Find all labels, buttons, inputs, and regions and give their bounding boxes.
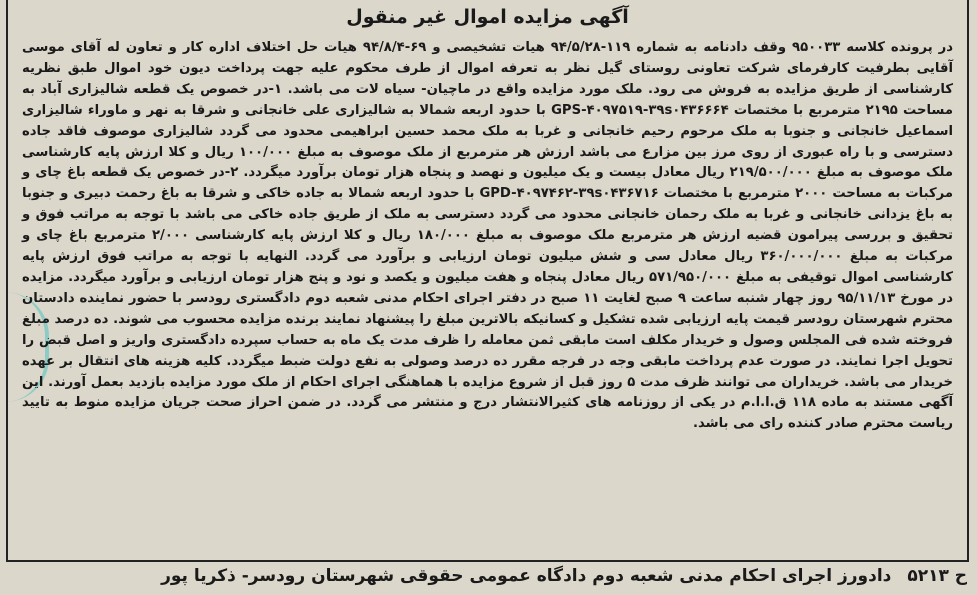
notice-paragraph: در پرونده کلاسه ۹۵۰۰۳۳ وقف دادنامه به شماره ۱۱۹-۹۴/۵/۲۸ هیات تشخیصی و ۶۹-۹۴/۸/۴ هیات حل اختلاف اداره کار و تعاون له آقای موسی آقایی بطرفیت کارفرمای شرکت تعاونی روستای گیل نظر به تعرفه اموال از طرف محکوم علیه جهت پرداخت دیون خود اموال طبق نظریه کارشناسی از طریق مزایده به فروش می رود. ملک مورد مزایده واقع در ماچیان- سیاه لات می باشد. ۱-در خصوص یک قطعه شالیزاری آباد به مساحت ۲۱۹۵ مترمربع با مختصات GPS-۴۰۹۷۵۱۹-۳۹s۰۴۳۶۶۶۴ با حدود اربعه شمالا به شالیزاری علی خانجانی و شرقا به نهر و ماوراء شالیزاری اسماعیل خانجانی و جنوبا به ملک مرحوم رحیم خانجانی و غربا به ملک محمد حسین ابراهیمی محدود می گردد شالیزاری موصوف فاقد جاده دسترسی و با راه عبوری از روی مرز بین مزارع می باشد ارزش هر مترمربع از ملک موصوف به مبلغ ۱۰۰/۰۰۰ ریال و کلا ارزش پایه کارشناسی ملک موصوف به مبلغ ۲۱۹/۵۰۰/۰۰۰ ریال معادل بیست و یک میلیون و نهصد و پنجاه هزار تومان برآورد میگردد. ۲-در خصوص یک قطعه باغ چای و مرکبات به مساحت ۲۰۰۰ مترمربع با مختصات GPD-۴۰۹۷۴۶۲-۳۹s۰۴۳۶۷۱۶ با حدود اربعه شمالا به جاده خاکی و شرقا به باغ رحمت دبیری و جنوبا به باغ یزدانی خانجانی و غربا به ملک رحمان خانجانی محدود می گردد دسترسی به ملک از طریق جاده خاکی می باشد با توجه به مراتب فوق و تحقیق و بررسی پیرامون قضیه ارزش هر مترمربع ملک موصوف به مبلغ ۱۸۰/۰۰۰ ریال و کلا ارزش پایه کارشناسی ۲/۰۰۰ مترمربع باغ چای و مرکبات به مبلغ ۳۶۰/۰۰۰/۰۰۰ ریال معادل سی و شش میلیون تومان ارزیابی و برآورد می گردد. النهایه با توجه به مراتب فوق ارزش پایه کارشناسی اموال توقیفی به مبلغ ۵۷۱/۹۵۰/۰۰۰ ریال معادل پنجاه و هفت میلیون و یکصد و نود و پنج هزار تومان ارزیابی و برآورد میگردد. مزایده در مورخ ۹۵/۱۱/۱۳ روز چهار شنبه ساعت ۹ صبح لغایت ۱۱ صبح در دفتر اجرای احکام مدنی شعبه دوم دادگستری رودسر با حضور نماینده دادستان محترم شهرستان رودسر قیمت پایه ارزیابی شده تشکیل و کسانیکه بالاترین مبلغ را پیشنهاد نمایند برنده مزایده محسوب می شوند. ده درصد مبلغ فروخته شده فی المجلس وصول و خریدار مکلف است مابقی ثمن معامله را ظرف مدت یک ماه به حساب سپرده دادگستری واریز و اصل قبض را تحویل اجرا نمایند. در صورت عدم پرداخت مابقی وجه در فرجه مقرر ده درصد وصولی به نفع دولت ضبط میگردد. کلیه هزینه های انتقال بر عهده خریدار می باشد. خریداران می توانند ظرف مدت ۵ روز قبل از شروع مزایده با هماهنگی اجرای احکام از ملک مورد مزایده بازدید بعمل آورند. این آگهی مستند به ماده ۱۱۸ ق.ا.ا.م در یکی از روزنامه های کثیرالانتشار درج و منتشر می گردد. در ضمن احراز صحت جریان مزایده منوط به تایید ریاست محترم صادر کننده رای می باشد. (22, 40, 954, 432)
notice-signature: دادورز اجرای احکام مدنی شعبه دوم دادگاه عمومی حقوقی شهرستان رودسر- ذکریا پور (161, 566, 892, 586)
notice-body (22, 38, 953, 435)
notice-frame (6, 0, 969, 562)
notice-code: ح ۵۲۱۳ (907, 566, 967, 586)
notice-title: آگهی مزایده اموال غیر منقول (346, 6, 629, 28)
notice-footer (14, 566, 967, 586)
